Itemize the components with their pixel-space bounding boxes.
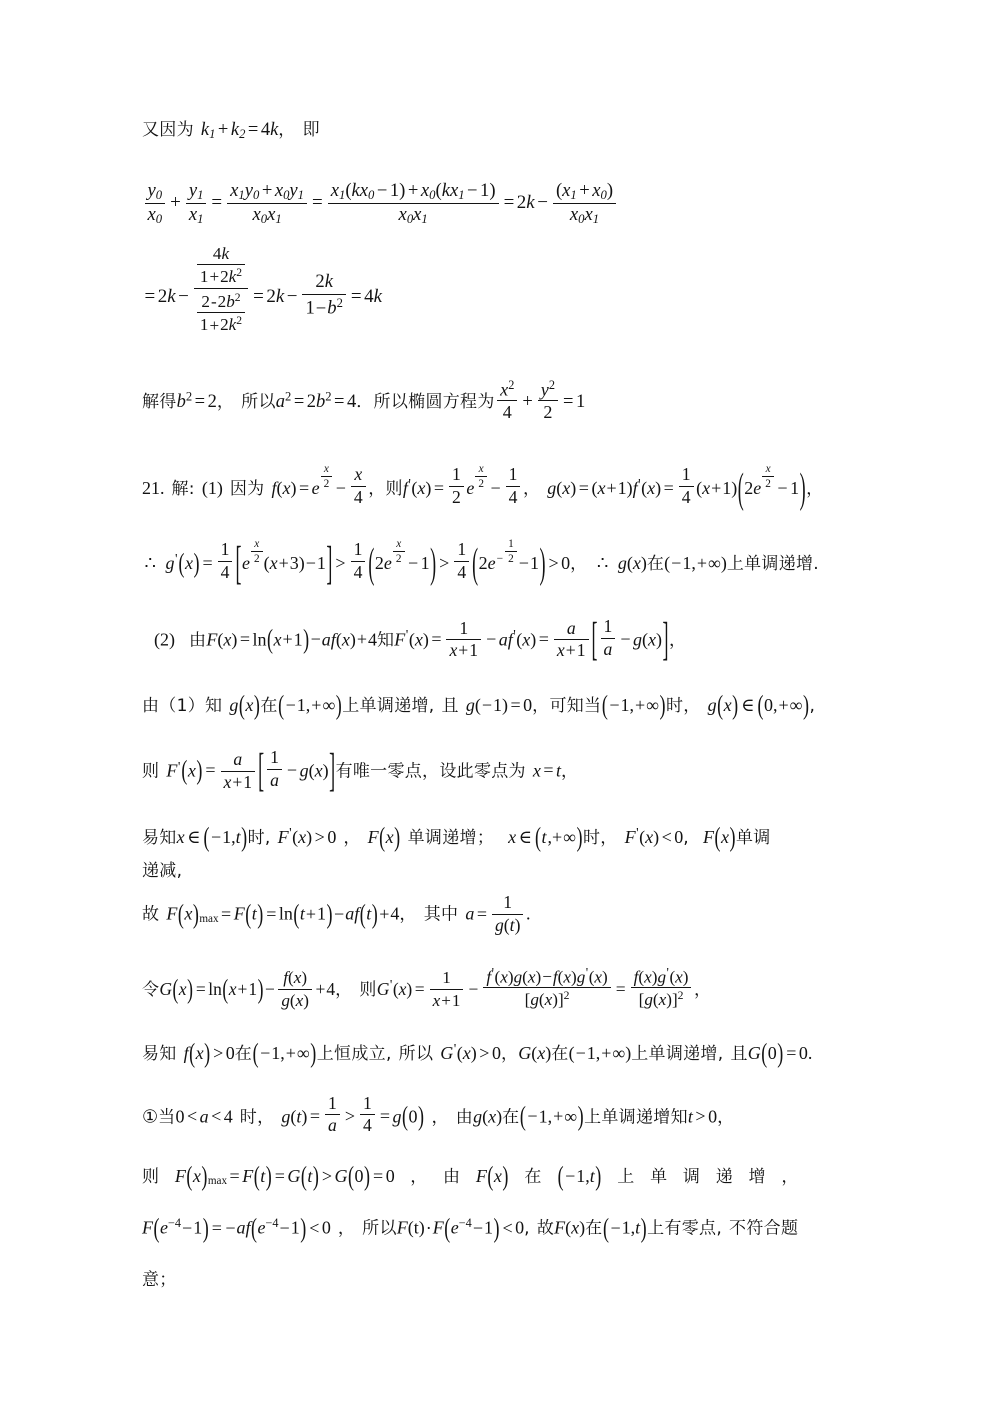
max-subscript: max xyxy=(199,912,219,925)
therefore-symbol: ∴ xyxy=(144,552,156,573)
simplified-fraction: $\frac{2k}{1-b^2}$ xyxy=(302,272,345,319)
simplified-G-prime: $\frac{f(x)g'(x)}{[g(x)]^2}$ xyxy=(631,966,692,1010)
one-over-a-b: $\frac{1}{a}$ xyxy=(267,748,282,791)
one-quarter-2: $\frac{1}{4}$ xyxy=(679,465,694,508)
exp-neg-half: $\frac{1}{2}$ xyxy=(505,538,517,566)
frac-expanded-1: $\frac{x_1y_0 + x_0y_1}{x_0x_1}$ xyxy=(227,181,307,226)
gu-1: 故 xyxy=(142,904,160,925)
ling: 令 xyxy=(142,979,160,1000)
exp-half-x: $\frac{x}{2}$ xyxy=(321,463,333,491)
quarter-b: $\frac{1}{4}$ xyxy=(351,540,366,583)
define-G-line: 令G(x) = ln(x+1)− $\frac{f(x)}{g(x)}$ +4， 则G'(x) = $\frac{1}{x+1}$ − $\frac{f'(x)g(x)-f(x)g'(x)}{[g(x)]^2}$ = $\frac{f(x)g'(x)}{[g(x)]^2}$ ， xyxy=(142,964,712,1010)
part2-F-derivative: (2) 由F(x) = ln(x+1)−af(x)+4知F'(x) = $\frac{1}{x+1}$ − af'(x) = $\frac{a}{x+1}$ [ $\frac{1}{a}$ − g(x)]， xyxy=(154,613,687,666)
ellipse-x-term: $\frac{x^2}{4}$ xyxy=(497,379,517,423)
monotonic-intervals-line: 易知x ∈ (−1,t)时, F'(x) > 0 ， F(x) 单调递增； x ∈ (t,+∞)时， F'(x) < 0, F(x)单调 xyxy=(142,821,771,853)
b1-tail: 即 xyxy=(302,120,320,140)
f-over-g: $\frac{f(x)}{g(x)}$ xyxy=(278,968,312,1009)
b1-lead: 又因为 xyxy=(142,120,194,140)
inner-numerator-fraction: $\frac{4k}{1+2k^2}$ xyxy=(197,244,245,286)
dang: 当 xyxy=(158,1106,176,1127)
one-over-gt: $\frac{1}{g(t)}$ xyxy=(492,893,523,936)
yinwei: 因为 xyxy=(229,478,265,499)
case-1-max-line: 则 F(x)max = F(t) = G(t) > G(0) = 0 ， 由 F(x) 在 (−1,t) 上 单 调 递 增 ， xyxy=(142,1160,799,1192)
b1-comma: ， xyxy=(278,120,296,140)
case-marker-1: ① xyxy=(142,1105,159,1126)
y1-over-x1: $\frac{y_1}{x_1}$ xyxy=(186,181,207,226)
quotient-rule-fraction: $\frac{f'(x)g(x)-f(x)g'(x)}{[g(x)]^2}$ xyxy=(483,966,610,1010)
part-label: (1) xyxy=(201,477,223,498)
page-content xyxy=(142,118,872,1292)
ze-3: 则 xyxy=(359,979,377,1000)
ze-4: 则 xyxy=(142,1167,160,1188)
g-prime-positive-line: ∴ g'(x) = $\frac{1}{4}$ [e $\frac{x}{2}$ (x+3)−1] > $\frac{1}{4}$ (2e $\frac{x}{2}$ − 1) > $\frac{1}{4}$ (2e− $\frac{1}{2}$ −1) > 0， ∴ g(x)在(−1,+∞)上单调递增. xyxy=(142,538,872,583)
yizhi-1: 易知 xyxy=(142,828,177,849)
a-over-xplus1: $\frac{a}{x+1}$ xyxy=(554,619,589,662)
qizhong: 其中 xyxy=(423,904,459,925)
ze-1: 则 xyxy=(385,478,403,499)
problem-number: 21. xyxy=(142,477,165,498)
one-quarter-c: $\frac{1}{4}$ xyxy=(360,1094,375,1137)
one-quarter: $\frac{1}{4}$ xyxy=(506,465,521,508)
g-range-line: 由（1）知 g(x)在(−1,+∞)上单调递增, 且 g(−1) = 0，可知当(−1,+∞)时， g(x) ∈ (0,+∞), xyxy=(142,689,816,721)
you-2: 由 xyxy=(443,1167,461,1188)
zhi-1: 知 xyxy=(376,630,395,651)
one-over-xplus1: $\frac{1}{x+1}$ xyxy=(446,619,481,662)
compound-fraction xyxy=(194,244,248,335)
one-half: $\frac{1}{2}$ xyxy=(449,465,464,508)
you-1: 由 xyxy=(189,630,207,651)
inner-denominator-fraction: $\frac{2-2b^2}{1+2k^2}$ xyxy=(197,291,245,334)
case-1-line: ①当0 < a < 4 时， g(t) = $\frac{1}{a}$ > $\frac{1}{4}$ = g(0) ， 由g(x)在(−1,+∞)上单调递增知t > 0， xyxy=(142,1092,735,1136)
b4-t2: 所以 xyxy=(241,391,276,412)
unique-zero-line: 则 F'(x) = $\frac{a}{x+1}$ [ $\frac{1}{a}$ − g(x)]有唯一零点，设此零点为 x = t， xyxy=(142,744,579,797)
F-max-line: 故 F(x)max = F(t) = ln(t+1)−af(t)+4， 其中 a = $\frac{1}{g(t)}$ . xyxy=(142,892,531,935)
ellipse-conclusion: 解得$b^2 = 2$， 所以$a^2 = 2b^2 = 4$．所以椭圆方程为 $\frac{x^2}{4}$ + $\frac{y^2}{2}$ = 1 xyxy=(142,377,586,423)
frac-expanded-2: $\frac{x_1(kx_0 - 1) + x_0(kx_1 - 1)}{x_0x_1}$ xyxy=(328,181,499,226)
exp-half-x-2: $\frac{x}{2}$ xyxy=(475,463,487,491)
y0-over-x0: $\frac{y_0}{x_0}$ xyxy=(145,181,166,226)
frac-expanded-3: $\frac{(x_1 + x_0)}{x_0x_1}$ xyxy=(553,181,616,226)
again-because-line: 又因为 $k_1 + k_2 = 4k$， 即 xyxy=(142,120,320,141)
one-over-xplus1-c: $\frac{1}{x+1}$ xyxy=(430,968,464,1009)
slope-sum-derivation: $\frac{y_0}{x_0}$ + $\frac{y_1}{x_1}$ = $\frac{x_1y_0 + x_0y_1}{x_0x_1}$ = $\frac{x_1(kx_0 - 1) + x_0(kx_1 - 1)}{x_0x_1}$ = 2k − $\frac{(x_1 + x_0)}{x_0x_1}$ xyxy=(142,181,872,226)
quarter-a: $\frac{1}{4}$ xyxy=(218,540,233,583)
problem-21-part1: 21. 解: (1) 因为 f(x) = e $\frac{x}{2}$ − $\frac{x}{4}$ ，则f'(x) = $\frac{1}{2}$ e $\frac{x}{2}$ − $\frac{1}{4}$ ， g(x) = (x+1)f'(x) = $\frac{1}{4}$ (x+1)(2e $\frac{x}{2}$ − 1)， xyxy=(142,462,824,511)
x-over-4: $\frac{x}{4}$ xyxy=(351,465,366,508)
decreasing-text: 递减, xyxy=(142,861,183,882)
case-1-end-line xyxy=(142,1267,872,1292)
decreasing-word xyxy=(142,858,872,883)
case-1-zero-line: $F(e^{-4}-1) = -af(e^{-4}-1) < 0$ ， 所以$F(t)\cdot F(e^{-4}-1) < 0$, 故F(x)在(−1,t)上有零点, 不符合题 xyxy=(142,1212,799,1244)
ellipse-y-term: $\frac{y^2}{2}$ xyxy=(538,379,558,423)
b4-t1: 解得 xyxy=(142,391,177,412)
exp-half-x-4: $\frac{x}{2}$ xyxy=(251,538,263,566)
a-over-xplus1-b: $\frac{a}{x+1}$ xyxy=(221,750,256,793)
exp-half-x-5: $\frac{x}{2}$ xyxy=(393,538,405,566)
one-over-a-c: $\frac{1}{a}$ xyxy=(325,1094,340,1137)
jie-label: 解: xyxy=(171,478,195,499)
unique-zero-text: 有唯一零点，设此零点为 xyxy=(335,761,526,782)
quarter-c: $\frac{1}{4}$ xyxy=(454,540,469,583)
exp-half-x-3: $\frac{x}{2}$ xyxy=(762,463,774,491)
G-increasing-line: 易知 f(x) > 0在(−1,+∞)上恒成立, 所以 G'(x) > 0，G(x)在(−1,+∞)上单调递增, 且G(0) = 0. xyxy=(142,1037,813,1069)
end-text: 意； xyxy=(142,1269,177,1290)
continued-fraction-line: = 2k − $\frac{\frac{4k}{1+2k^2}}{\frac{2-2b^2}{1+2k^2}}$ = 2k − $\frac{2k}{1-b^2}$ = 4k xyxy=(144,243,383,335)
b4-t3: 所以椭圆方程为 xyxy=(373,391,495,412)
ze-2: 则 xyxy=(142,761,160,782)
one-over-a: $\frac{1}{a}$ xyxy=(601,617,616,660)
part2-label: (2) xyxy=(154,629,175,650)
